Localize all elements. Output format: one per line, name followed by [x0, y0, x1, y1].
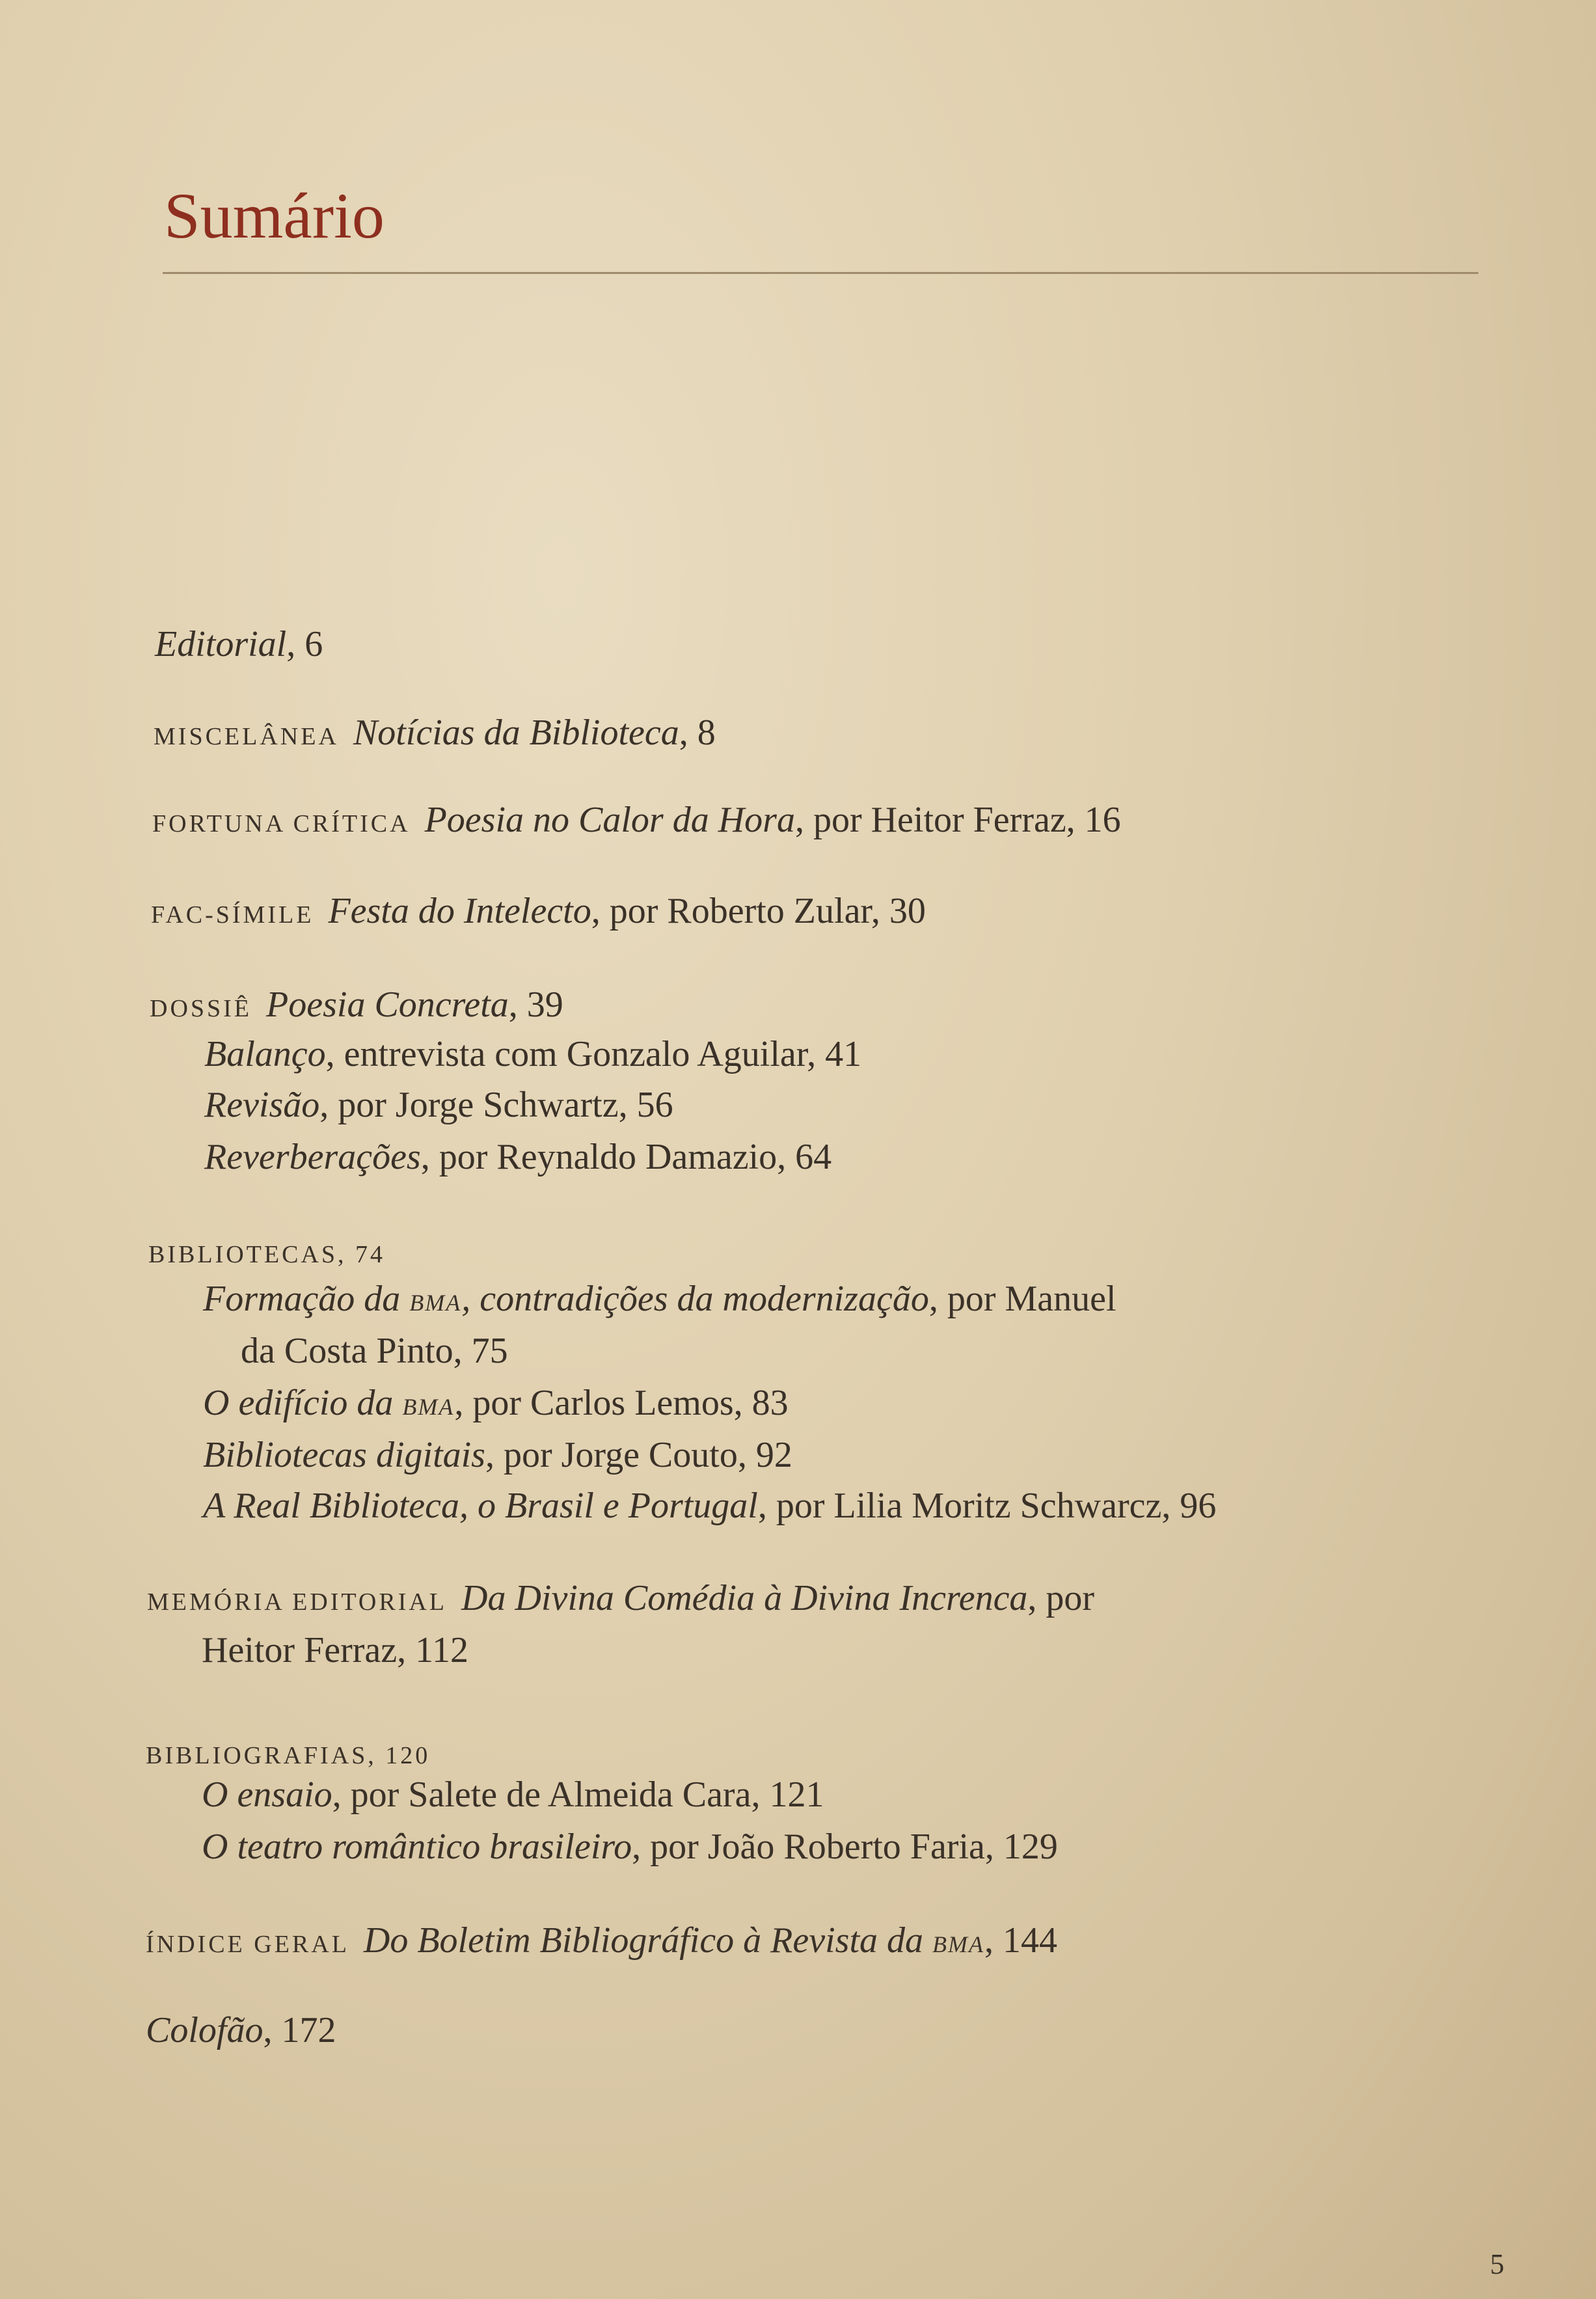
entry-author: , por Salete de Almeida Cara, 121	[332, 1775, 824, 1815]
entry-title-part: Formação da	[203, 1279, 410, 1319]
section-label: DOSSIÊ	[150, 995, 252, 1022]
entry-title: Reverberações	[204, 1137, 421, 1177]
entry-author: , por Jorge Couto, 92	[485, 1435, 792, 1475]
entry-author: , por Carlos Lemos, 83	[454, 1383, 789, 1423]
entry-author-cont: Heitor Ferraz, 112	[202, 1630, 468, 1670]
entry-title-part: , contradições da modernização	[461, 1279, 929, 1319]
toc-subentry-revisao[interactable]	[204, 1087, 673, 1123]
entry-author-cont: da Costa Pinto, 75	[241, 1331, 508, 1371]
entry-title: Balanço	[204, 1034, 326, 1074]
toc-subentry-edificio[interactable]	[203, 1385, 789, 1421]
page-number: 5	[1490, 2248, 1504, 2280]
toc-entry-memoria-cont	[202, 1632, 468, 1668]
toc-entry-fortuna-critica[interactable]	[152, 802, 1121, 838]
toc-entry-miscelanea[interactable]	[154, 714, 716, 751]
toc-entry-fac-simile[interactable]	[151, 893, 926, 929]
entry-author: , por Manuel	[928, 1279, 1116, 1319]
entry-title: Editorial	[155, 624, 287, 664]
toc-entry-bibliografias[interactable]	[146, 1734, 430, 1770]
entry-author: , por Lilia Moritz Schwarcz, 96	[757, 1486, 1217, 1526]
entry-author: , por	[1027, 1578, 1095, 1618]
toc-entry-editorial[interactable]	[155, 626, 323, 662]
entry-title-part: O edifício da	[203, 1383, 403, 1423]
entry-title: O ensaio	[202, 1775, 332, 1815]
entry-page: , 6	[286, 624, 323, 664]
section-label: MISCELÂNEA	[154, 723, 339, 750]
entry-author: , entrevista com Gonzalo Aguilar, 41	[325, 1034, 862, 1074]
entry-page: , 172	[263, 2010, 336, 2050]
entry-abbrev: BMA	[932, 1931, 984, 1957]
toc-entry-indice-geral[interactable]	[146, 1922, 1057, 1959]
entry-author: , por João Roberto Faria, 129	[632, 1827, 1058, 1867]
toc-entry-dossie[interactable]	[150, 986, 563, 1023]
entry-title: Poesia no Calor da Hora	[424, 800, 795, 840]
entry-title: Festa do Intelecto	[328, 891, 591, 931]
toc-entry-colofao[interactable]	[146, 2012, 336, 2048]
section-label: BIBLIOGRAFIAS, 120	[146, 1742, 431, 1769]
toc-subentry-bibliotecas-digitais[interactable]	[203, 1437, 792, 1473]
section-label: FAC-SÍMILE	[151, 901, 314, 929]
toc-subentry-ensaio[interactable]	[202, 1776, 824, 1813]
section-label: FORTUNA CRÍTICA	[152, 810, 411, 837]
entry-abbrev: BMA	[409, 1290, 462, 1316]
section-label: BIBLIOTECAS, 74	[148, 1241, 385, 1268]
toc-subentry-formacao[interactable]	[203, 1281, 1116, 1317]
toc-subentry-balanco[interactable]	[204, 1036, 861, 1072]
entry-title: Notícias da Biblioteca	[353, 713, 679, 753]
toc-subentry-teatro[interactable]	[202, 1829, 1058, 1865]
entry-title-part: Do Boletim Bibliográfico à Revista da	[363, 1920, 933, 1961]
entry-page: , 39	[508, 985, 563, 1025]
entry-page: , 144	[984, 1920, 1057, 1961]
entry-author: , por Heitor Ferraz, 16	[794, 800, 1121, 840]
section-label: ÍNDICE GERAL	[146, 1931, 349, 1958]
entry-author: , por Reynaldo Damazio, 64	[420, 1137, 832, 1177]
toc-subentry-reverberacoes[interactable]	[204, 1139, 832, 1175]
entry-title: O teatro romântico brasileiro	[202, 1827, 632, 1867]
toc-entry-memoria-editorial[interactable]	[147, 1580, 1094, 1616]
toc-entry-bibliotecas[interactable]	[148, 1232, 385, 1269]
entry-author: , por Roberto Zular, 30	[591, 891, 926, 931]
section-label: MEMÓRIA EDITORIAL	[147, 1588, 448, 1616]
entry-page: , 8	[679, 713, 716, 753]
entry-title: Revisão	[204, 1085, 320, 1125]
entry-title: Poesia Concreta	[266, 985, 509, 1025]
entry-title: Bibliotecas digitais	[203, 1435, 485, 1475]
page-title: Sumário	[164, 180, 385, 252]
toc-subentry-real-biblioteca[interactable]	[203, 1488, 1216, 1524]
entry-author: , por Jorge Schwartz, 56	[319, 1085, 673, 1125]
entry-title: Colofão	[146, 2010, 264, 2050]
toc-subentry-formacao-cont	[241, 1333, 508, 1369]
entry-abbrev: BMA	[402, 1394, 455, 1420]
entry-title: A Real Biblioteca, o Brasil e Portugal	[203, 1486, 758, 1526]
entry-title: Da Divina Comédia à Divina Increnca	[461, 1578, 1028, 1618]
